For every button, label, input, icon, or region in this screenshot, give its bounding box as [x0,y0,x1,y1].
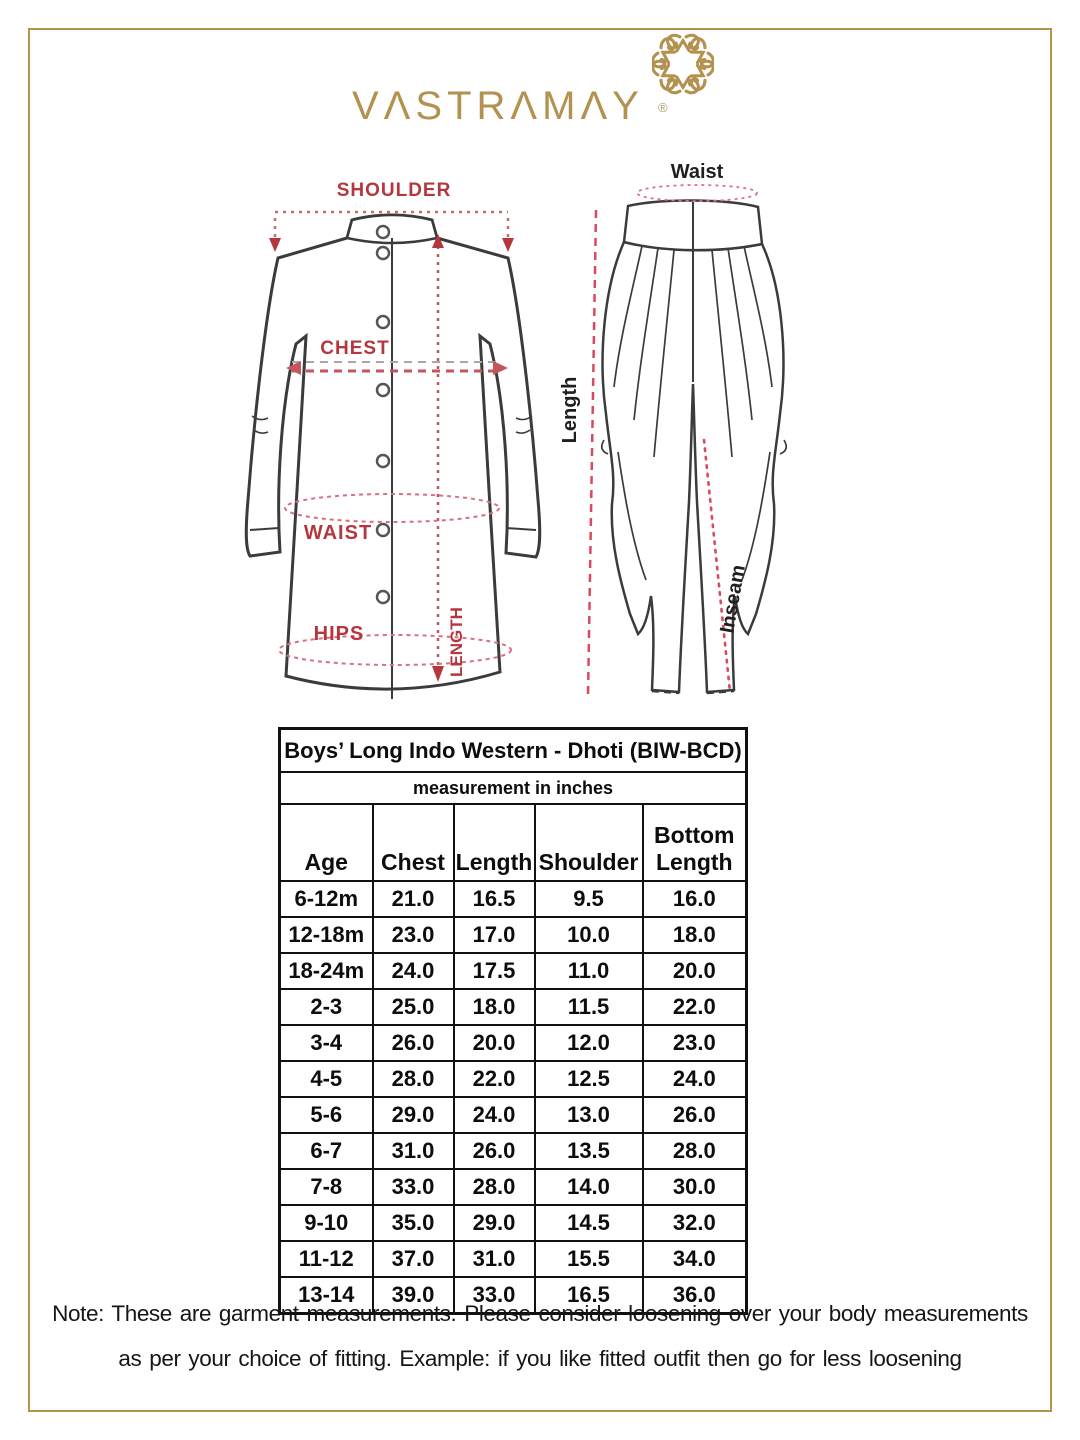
cell-bottom-length: 20.0 [643,953,747,989]
cell-chest: 26.0 [373,1025,454,1061]
cell-shoulder: 12.0 [535,1025,643,1061]
cell-length: 22.0 [454,1061,535,1097]
note-line-1: Note: These are garment measurements. Please consider loosening over your body measurements [52,1301,1028,1326]
cell-length: 26.0 [454,1133,535,1169]
note-line-2: as per your choice of fitting. Example: if you like fitted outfit then go for less loosening [118,1346,962,1371]
cell-shoulder: 11.0 [535,953,643,989]
dhoti-measurement-diagram [558,152,878,712]
cell-chest: 31.0 [373,1133,454,1169]
cell-age: 9-10 [280,1205,373,1241]
cell-bottom-length: 30.0 [643,1169,747,1205]
registered-trademark-icon: ® [658,100,668,115]
shoulder-arrow-right [502,238,514,252]
cell-age: 6-12m [280,881,373,917]
dhoti-inseam-label: Inseam [716,563,750,635]
mandala-flower-icon [652,33,714,95]
table-row [280,1169,747,1205]
size-chart-table [278,727,748,1315]
table-row [280,917,747,953]
cell-chest: 28.0 [373,1061,454,1097]
col-header-age: Age [280,804,373,881]
cell-bottom-length: 22.0 [643,989,747,1025]
cell-bottom-length: 16.0 [643,881,747,917]
cell-bottom-length: 34.0 [643,1241,747,1277]
cell-length: 16.5 [454,881,535,917]
cell-chest: 29.0 [373,1097,454,1133]
table-row [280,1205,747,1241]
cell-shoulder: 12.5 [535,1061,643,1097]
cell-bottom-length: 24.0 [643,1061,747,1097]
cell-length: 20.0 [454,1025,535,1061]
cell-shoulder: 14.5 [535,1205,643,1241]
cell-length: 29.0 [454,1205,535,1241]
dhoti-waist-guide-ellipse [637,185,757,201]
cell-shoulder: 16.5 [535,1277,643,1314]
table-title: Boys’ Long Indo Western - Dhoti (BIW-BCD) [280,729,747,773]
cell-age: 6-7 [280,1133,373,1169]
table-unit-note: measurement in inches [280,772,747,804]
cell-bottom-length: 32.0 [643,1205,747,1241]
table-row [280,953,747,989]
kurta-waist-label: WAIST [303,522,373,544]
cell-length: 18.0 [454,989,535,1025]
cell-shoulder: 10.0 [535,917,643,953]
measurement-note [50,1291,1030,1381]
kurta-shoulder-label: SHOULDER [336,180,452,201]
col-header-chest: Chest [373,804,454,881]
cell-shoulder: 14.0 [535,1169,643,1205]
table-row [280,1241,747,1277]
cell-length: 28.0 [454,1169,535,1205]
cell-length: 33.0 [454,1277,535,1314]
kurta-hips-label: HIPS [313,623,365,645]
kurta-chest-label: CHEST [320,338,390,359]
cell-shoulder: 13.0 [535,1097,643,1133]
table-row [280,1061,747,1097]
cell-age: 2-3 [280,989,373,1025]
dhoti-leg-hems [652,691,734,693]
cell-shoulder: 9.5 [535,881,643,917]
shoulder-arrow-left [269,238,281,252]
cell-length: 17.5 [454,953,535,989]
brand-wordmark: VΛSTRΛMΛY [352,84,644,128]
cell-bottom-length: 23.0 [643,1025,747,1061]
col-header-bottom-length: Bottom Length [643,804,747,881]
table-row [280,1097,747,1133]
kurta-measurement-diagram [222,158,562,724]
cell-chest: 33.0 [373,1169,454,1205]
cell-chest: 39.0 [373,1277,454,1314]
cell-bottom-length: 36.0 [643,1277,747,1314]
cell-age: 5-6 [280,1097,373,1133]
cell-age: 3-4 [280,1025,373,1061]
table-row [280,989,747,1025]
cell-bottom-length: 26.0 [643,1097,747,1133]
cell-age: 7-8 [280,1169,373,1205]
cell-chest: 23.0 [373,917,454,953]
col-header-length: Length [454,804,535,881]
dhoti-length-label: Length [559,376,581,444]
cell-chest: 21.0 [373,881,454,917]
table-row [280,1133,747,1169]
cell-length: 24.0 [454,1097,535,1133]
cell-chest: 25.0 [373,989,454,1025]
cell-shoulder: 15.5 [535,1241,643,1277]
cell-age: 4-5 [280,1061,373,1097]
cell-shoulder: 11.5 [535,989,643,1025]
cell-bottom-length: 28.0 [643,1133,747,1169]
cell-age: 13-14 [280,1277,373,1314]
col-header-shoulder: Shoulder [535,804,643,881]
dhoti-length-guide-line [588,210,596,697]
cell-chest: 24.0 [373,953,454,989]
dhoti-waist-label: Waist [670,161,724,183]
cell-length: 31.0 [454,1241,535,1277]
cell-length: 17.0 [454,917,535,953]
cell-chest: 35.0 [373,1205,454,1241]
table-header-row [280,804,747,881]
cell-shoulder: 13.5 [535,1133,643,1169]
cell-age: 18-24m [280,953,373,989]
table-row [280,881,747,917]
cell-age: 12-18m [280,917,373,953]
cell-bottom-length: 18.0 [643,917,747,953]
cell-chest: 37.0 [373,1241,454,1277]
kurta-length-label: LENGTH [447,607,466,677]
cell-age: 11-12 [280,1241,373,1277]
table-row [280,1025,747,1061]
